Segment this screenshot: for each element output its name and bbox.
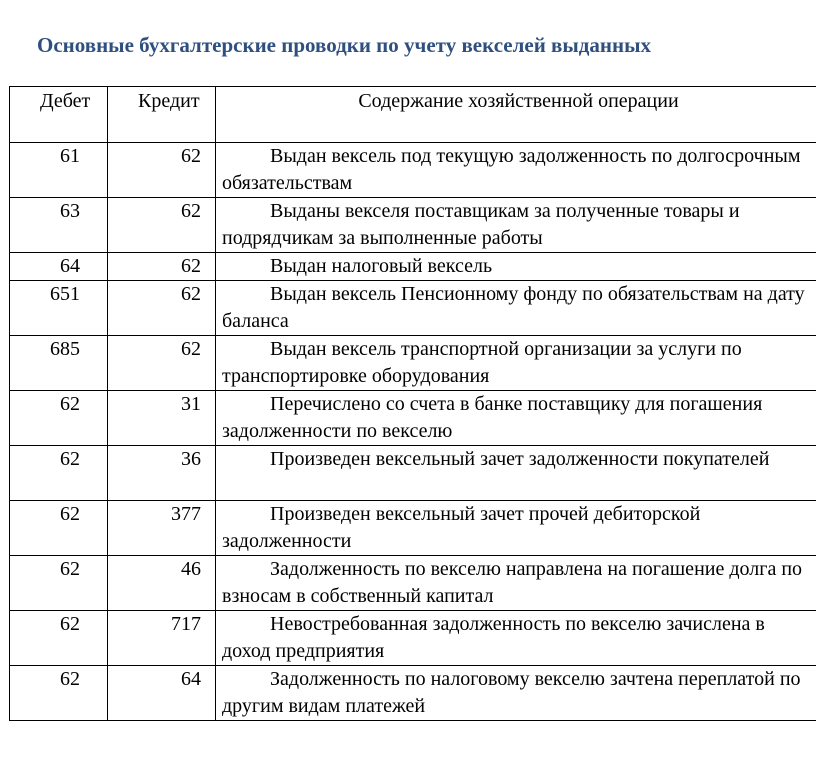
description-cell: Выдан налоговый вексель bbox=[216, 253, 816, 281]
description-cell: Перечислено со счета в банке поставщику для погашения задолженности по векселю bbox=[216, 391, 816, 446]
debit-cell: 61 bbox=[10, 143, 108, 198]
credit-cell: 377 bbox=[108, 501, 216, 556]
credit-cell: 46 bbox=[108, 556, 216, 611]
table-row bbox=[10, 611, 816, 666]
debit-cell: 62 bbox=[10, 391, 108, 446]
description-cell: Невостребованная задолженность по векселю зачислена в доход предприятия bbox=[216, 611, 816, 666]
description-cell: Выданы векселя поставщикам за полученные товары и подрядчикам за выполненные работы bbox=[216, 198, 816, 253]
debit-cell: 62 bbox=[10, 611, 108, 666]
debit-cell: 64 bbox=[10, 253, 108, 281]
debit-cell: 63 bbox=[10, 198, 108, 253]
debit-cell: 62 bbox=[10, 666, 108, 721]
header-credit: Кредит bbox=[108, 87, 216, 143]
table-row bbox=[10, 556, 816, 611]
header-description: Содержание хозяйственной операции bbox=[216, 87, 816, 143]
postings-table bbox=[9, 86, 816, 721]
description-cell: Задолженность по векселю направлена на погашение долга по взносам в собственный капитал bbox=[216, 556, 816, 611]
description-cell: Задолженность по налоговому векселю зачтена переплатой по другим видам платежей bbox=[216, 666, 816, 721]
description-cell: Произведен вексельный зачет задолженности покупателей bbox=[216, 446, 816, 501]
table-row bbox=[10, 446, 816, 501]
header-debit: Дебет bbox=[10, 87, 108, 143]
credit-cell: 31 bbox=[108, 391, 216, 446]
table-row bbox=[10, 253, 816, 281]
debit-cell: 62 bbox=[10, 501, 108, 556]
table-row bbox=[10, 143, 816, 198]
credit-cell: 62 bbox=[108, 281, 216, 336]
table-row bbox=[10, 666, 816, 721]
credit-cell: 717 bbox=[108, 611, 216, 666]
credit-cell: 62 bbox=[108, 143, 216, 198]
debit-cell: 62 bbox=[10, 446, 108, 501]
description-cell: Выдан вексель транспортной организации за услуги по транспортировке оборудования bbox=[216, 336, 816, 391]
table-row bbox=[10, 281, 816, 336]
debit-cell: 685 bbox=[10, 336, 108, 391]
description-cell: Произведен вексельный зачет прочей дебиторской задолженности bbox=[216, 501, 816, 556]
credit-cell: 36 bbox=[108, 446, 216, 501]
table-header-row bbox=[10, 87, 816, 143]
credit-cell: 62 bbox=[108, 253, 216, 281]
table-row bbox=[10, 198, 816, 253]
table-row bbox=[10, 391, 816, 446]
table-row bbox=[10, 336, 816, 391]
credit-cell: 64 bbox=[108, 666, 216, 721]
description-cell: Выдан вексель под текущую задолженность по долгосрочным обязательствам bbox=[216, 143, 816, 198]
table-row bbox=[10, 501, 816, 556]
debit-cell: 651 bbox=[10, 281, 108, 336]
description-cell: Выдан вексель Пенсионному фонду по обязательствам на дату баланса bbox=[216, 281, 816, 336]
page-title: Основные бухгалтерские проводки по учету векселей выданных bbox=[37, 33, 652, 57]
credit-cell: 62 bbox=[108, 198, 216, 253]
credit-cell: 62 bbox=[108, 336, 216, 391]
debit-cell: 62 bbox=[10, 556, 108, 611]
